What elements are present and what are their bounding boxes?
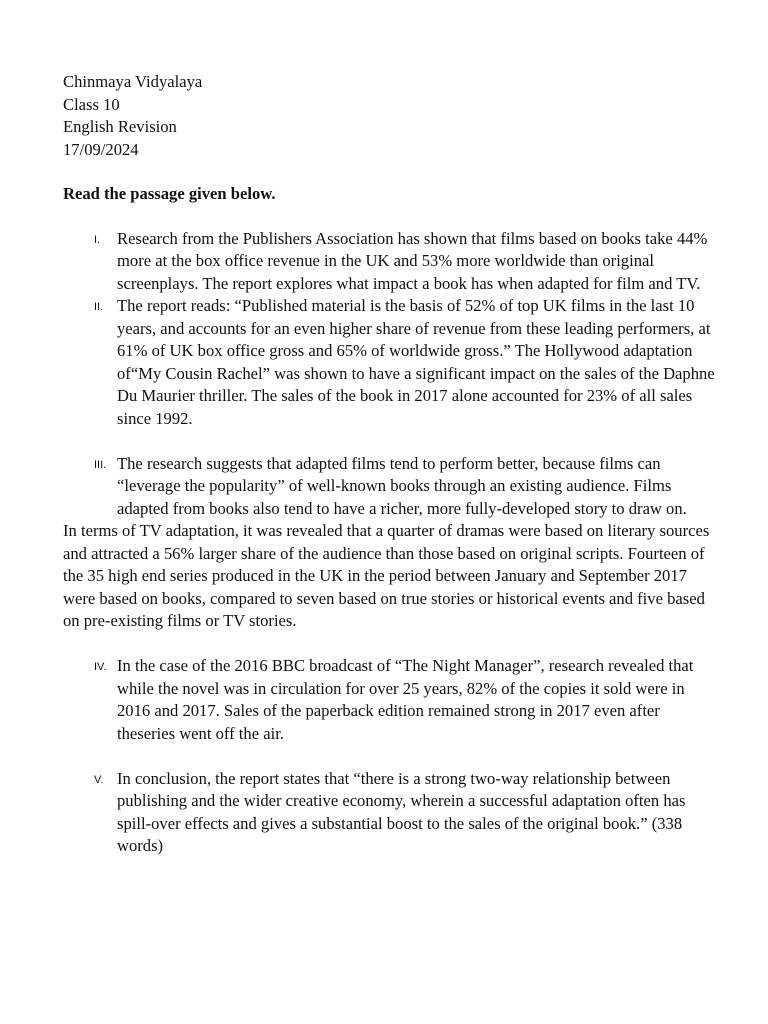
passage-item-4 [63,655,715,745]
passage-item-3 [63,453,715,521]
passage [63,228,715,858]
passage-item-5 [63,768,715,858]
class-label: Class 10 [63,94,120,114]
date-label: 17/09/2024 [63,139,139,159]
document-header [63,71,715,161]
item-text: In the case of the 2016 BBC broadcast of “The Night Manager”, research revealed that while the novel was in circulation for over 25 years, 82% of the copies it sold were in 2016 and 2017. Sales of the paperback edition remained strong in 2017 even after theseries went off the air. [117,656,694,743]
item-numeral: II. [94,301,104,313]
item-numeral: III. [94,458,107,471]
item-text: Research from the Publishers Association has shown that films based on books take 44% more at the box office revenue in the UK and 53% more worldwide than original screenplays. The report explores what impact a book has when adapted for film and TV. [117,228,708,293]
tv-adaptation-paragraph: In terms of TV adaptation, it was revealed that a quarter of dramas were based on literary sources and attracted a 56% larger share of the audience than those based on original scripts. Fourteen of the 35 high end series produced in the UK in the period between January and September 2017 were based on books, compared to seven based on true stories or historical events and five based on pre-existing films or TV stories. [63,521,710,630]
item-numeral: IV. [94,661,107,673]
passage-item-1 [63,228,715,296]
item-text: The report reads: “Published material is the basis of 52% of top UK films in the last 10 years, and accounts for an even higher share of revenue from these leading performers, at 61% of UK box office gross and 65% of worldwide gross.” The Hollywood adaptation of“My Cousin Rachel” was shown to have a significant impact on the sales of the Daphne Du Maurier thriller. The sales of the book in 2017 alone accounted for 23% of all sales since 1992. [117,296,715,428]
item-text: The research suggests that adapted films tend to perform better, because films can “leverage the popularity” of well-known books through an existing audience. Films adapted from books also tend to have a richer, more fully-developed story to draw on. [117,453,687,518]
document-page [63,71,715,858]
item-numeral: V. [94,773,104,786]
school-name: Chinmaya Vidyalaya [63,72,203,91]
passage-item-2 [63,295,715,430]
subject-label: English Revision [63,117,177,136]
item-numeral: I. [94,233,101,246]
item-text: In conclusion, the report states that “there is a strong two-way relationship between publishing and the wider creative economy, wherein a successful adaptation often has spill-over effects and gives a substantial boost to the sales of the original book.” (338 words) [117,768,686,855]
instruction-heading: Read the passage given below. [63,184,276,203]
